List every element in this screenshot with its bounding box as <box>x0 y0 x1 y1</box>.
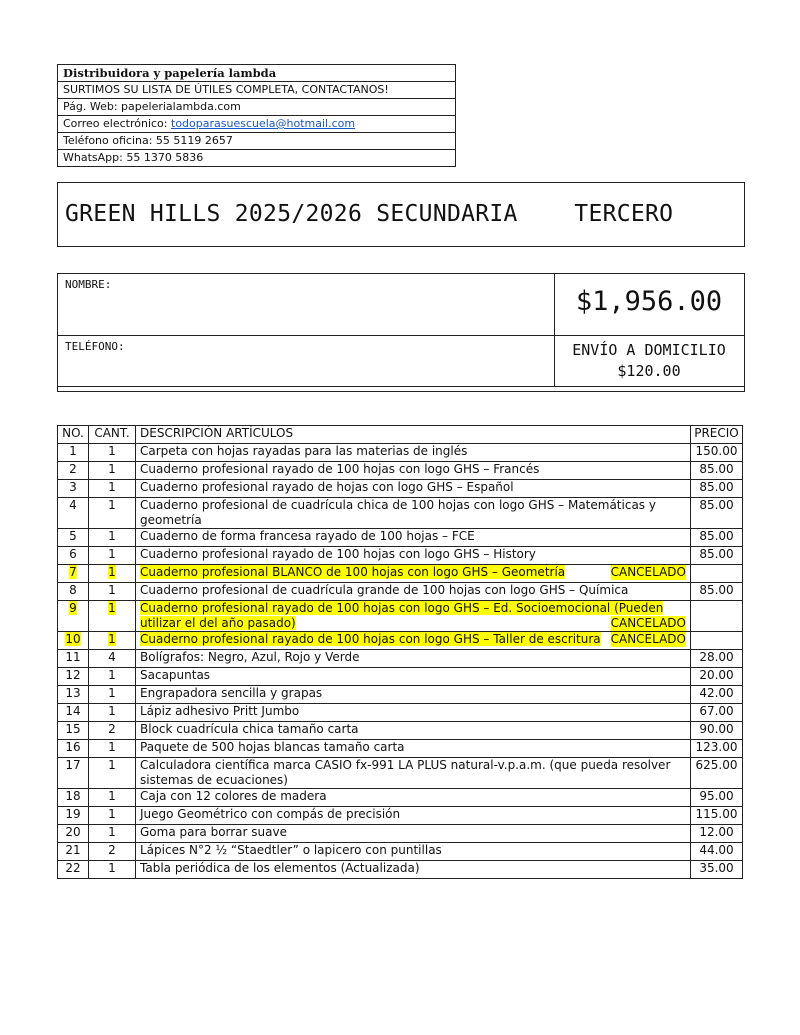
row-number-text: 18 <box>65 789 81 803</box>
row-description-text: Cuaderno profesional de cuadrícula chica de 100 hojas con logo GHS – Matemáticas y geometría <box>140 498 656 527</box>
row-quantity-text: 1 <box>108 668 116 682</box>
row-description-text: Sacapuntas <box>140 668 211 682</box>
row-number <box>58 632 89 650</box>
row-description-text: Calculadora científica marca CASIO fx-991 LA PLUS natural-v.p.a.m. (que pueda resolver sistemas de ecuaciones) <box>140 758 671 787</box>
table-row <box>58 444 743 462</box>
row-quantity <box>89 444 136 462</box>
row-quantity <box>89 462 136 480</box>
row-description <box>136 498 691 529</box>
row-description <box>136 825 691 843</box>
row-number-text: 1 <box>69 444 77 458</box>
header-desc: DESCRIPCIÓN ARTÍCULOS <box>136 426 691 444</box>
table-row <box>58 480 743 498</box>
row-price <box>691 722 743 740</box>
row-price <box>691 462 743 480</box>
row-number <box>58 843 89 861</box>
row-description <box>136 704 691 722</box>
row-quantity-text: 1 <box>108 825 116 839</box>
table-row <box>58 758 743 789</box>
row-price <box>691 740 743 758</box>
table-row <box>58 547 743 565</box>
row-description <box>136 686 691 704</box>
row-description <box>136 480 691 498</box>
row-quantity-text: 1 <box>108 632 116 646</box>
row-price-text: 85.00 <box>699 583 734 597</box>
row-price <box>691 668 743 686</box>
row-description-text: Cuaderno profesional rayado de 100 hojas con logo GHS – Taller de escritura <box>140 632 601 646</box>
row-number-text: 5 <box>69 529 77 543</box>
row-number <box>58 686 89 704</box>
row-price-text: 95.00 <box>699 789 734 803</box>
row-quantity-text: 1 <box>108 686 116 700</box>
row-number-text: 17 <box>65 758 81 772</box>
name-label: NOMBRE: <box>65 278 112 291</box>
row-description-text: Cuaderno profesional rayado de 100 hojas con logo GHS – Ed. Socioemocional (Pueden utilizar el del año pasado) <box>140 601 664 630</box>
row-description <box>136 444 691 462</box>
items-table <box>57 425 743 879</box>
row-quantity-text: 1 <box>108 529 116 543</box>
row-price <box>691 601 743 632</box>
row-price-text: 85.00 <box>699 529 734 543</box>
row-quantity <box>89 583 136 601</box>
row-price-text: 85.00 <box>699 462 734 476</box>
row-price-text: 35.00 <box>699 861 734 875</box>
table-row <box>58 650 743 668</box>
row-description <box>136 861 691 879</box>
table-row <box>58 583 743 601</box>
order-info-box <box>57 273 745 392</box>
row-number-text: 14 <box>65 704 81 718</box>
table-row <box>58 722 743 740</box>
row-description-text: Bolígrafos: Negro, Azul, Rojo y Verde <box>140 650 360 664</box>
row-description <box>136 632 691 650</box>
row-description <box>136 668 691 686</box>
row-price-text: 115.00 <box>695 807 738 821</box>
table-row <box>58 565 743 583</box>
row-description <box>136 722 691 740</box>
row-price-text: 28.00 <box>699 650 734 664</box>
row-quantity-text: 2 <box>108 722 116 736</box>
row-description <box>136 547 691 565</box>
phone-label: TELÉFONO: <box>65 340 125 353</box>
row-description <box>136 583 691 601</box>
store-name: Distribuidora y papelería lambda <box>58 65 455 82</box>
total-price: $1,956.00 <box>575 286 723 317</box>
row-number <box>58 444 89 462</box>
row-price <box>691 825 743 843</box>
row-description <box>136 758 691 789</box>
row-description-text: Paquete de 500 hojas blancas tamaño carta <box>140 740 405 754</box>
table-row <box>58 825 743 843</box>
row-description-text: Cuaderno profesional rayado de 100 hojas con logo GHS – Francés <box>140 462 540 476</box>
row-description <box>136 650 691 668</box>
store-email-label: Correo electrónico: <box>63 117 171 130</box>
row-number <box>58 565 89 583</box>
cancelled-badge: CANCELADO <box>610 632 686 646</box>
row-number <box>58 498 89 529</box>
row-quantity-text: 2 <box>108 843 116 857</box>
table-row <box>58 740 743 758</box>
row-number-text: 3 <box>69 480 77 494</box>
row-number-text: 11 <box>65 650 81 664</box>
store-web: Pág. Web: papelerialambda.com <box>58 99 455 116</box>
row-quantity <box>89 632 136 650</box>
items-body <box>58 444 743 879</box>
row-number <box>58 480 89 498</box>
cancelled-badge: CANCELADO <box>610 616 686 630</box>
row-number-text: 6 <box>69 547 77 561</box>
row-description <box>136 807 691 825</box>
row-price <box>691 704 743 722</box>
row-price-text: 85.00 <box>699 498 734 512</box>
table-row <box>58 529 743 547</box>
row-price <box>691 789 743 807</box>
row-number-text: 16 <box>65 740 81 754</box>
row-price <box>691 547 743 565</box>
row-number-text: 21 <box>65 843 81 857</box>
row-quantity <box>89 668 136 686</box>
row-description <box>136 601 691 632</box>
row-price <box>691 807 743 825</box>
row-quantity-text: 1 <box>108 444 116 458</box>
row-price-text: 67.00 <box>699 704 734 718</box>
row-number-text: 4 <box>69 498 77 512</box>
row-number <box>58 807 89 825</box>
row-description-text: Goma para borrar suave <box>140 825 287 839</box>
store-email-row <box>58 116 455 133</box>
row-description-text: Cuaderno profesional rayado de hojas con logo GHS – Español <box>140 480 514 494</box>
row-number <box>58 789 89 807</box>
table-row <box>58 601 743 632</box>
row-quantity <box>89 740 136 758</box>
row-number-text: 2 <box>69 462 77 476</box>
row-quantity <box>89 601 136 632</box>
row-price <box>691 583 743 601</box>
row-quantity-text: 1 <box>108 740 116 754</box>
row-number <box>58 740 89 758</box>
table-header-row <box>58 426 743 444</box>
row-price-text: 42.00 <box>699 686 734 700</box>
row-description-text: Tabla periódica de los elementos (Actualizada) <box>140 861 420 875</box>
row-number <box>58 668 89 686</box>
shipping-info <box>554 340 744 382</box>
shipping-price: $120.00 <box>617 362 681 380</box>
row-number <box>58 462 89 480</box>
row-quantity <box>89 825 136 843</box>
row-price-text: 20.00 <box>699 668 734 682</box>
row-number-text: 19 <box>65 807 81 821</box>
table-row <box>58 498 743 529</box>
row-description <box>136 789 691 807</box>
row-number-text: 7 <box>69 565 77 579</box>
row-price <box>691 444 743 462</box>
row-description <box>136 529 691 547</box>
row-price <box>691 480 743 498</box>
row-price <box>691 498 743 529</box>
row-description-text: Lápiz adhesivo Pritt Jumbo <box>140 704 300 718</box>
row-price-text: 44.00 <box>699 843 734 857</box>
row-quantity-text: 1 <box>108 861 116 875</box>
row-quantity <box>89 807 136 825</box>
row-quantity-text: 1 <box>108 807 116 821</box>
row-price-text: 85.00 <box>699 480 734 494</box>
row-quantity <box>89 498 136 529</box>
row-quantity <box>89 861 136 879</box>
store-email-link[interactable]: todoparasuescuela@hotmail.com <box>171 117 356 130</box>
row-quantity <box>89 686 136 704</box>
row-description-text: Cuaderno profesional BLANCO de 100 hojas con logo GHS – Geometría <box>140 565 566 579</box>
row-description-text: Caja con 12 colores de madera <box>140 789 327 803</box>
row-number-text: 15 <box>65 722 81 736</box>
row-number <box>58 547 89 565</box>
row-quantity-text: 1 <box>108 758 116 772</box>
row-price <box>691 650 743 668</box>
header-no: NO. <box>58 426 89 444</box>
table-row <box>58 861 743 879</box>
row-description-text: Lápices N°2 ½ “Staedtler” o lapicero con puntillas <box>140 843 442 857</box>
row-quantity-text: 1 <box>108 498 116 512</box>
divider <box>58 386 744 387</box>
row-quantity <box>89 843 136 861</box>
row-description-text: Cuaderno de forma francesa rayado de 100 hojas – FCE <box>140 529 475 543</box>
row-price-text: 150.00 <box>695 444 738 458</box>
row-quantity-text: 4 <box>108 650 116 664</box>
divider <box>58 335 744 336</box>
cancelled-badge: CANCELADO <box>610 565 686 579</box>
header-qty: CANT. <box>89 426 136 444</box>
row-description-text: Cuaderno profesional rayado de 100 hojas con logo GHS – History <box>140 547 536 561</box>
row-number-text: 22 <box>65 861 81 875</box>
row-number-text: 9 <box>69 601 77 615</box>
row-description <box>136 565 691 583</box>
row-quantity <box>89 529 136 547</box>
table-row <box>58 789 743 807</box>
row-price <box>691 843 743 861</box>
row-price <box>691 758 743 789</box>
row-number-text: 13 <box>65 686 81 700</box>
row-description-text: Cuaderno profesional de cuadrícula grande de 100 hojas con logo GHS – Química <box>140 583 629 597</box>
row-price-text: 123.00 <box>695 740 738 754</box>
row-price-text: 625.00 <box>695 758 738 772</box>
school-title-box <box>57 182 745 247</box>
store-info-box <box>57 64 456 167</box>
row-quantity-text: 1 <box>108 547 116 561</box>
row-quantity <box>89 565 136 583</box>
row-number <box>58 529 89 547</box>
store-tagline: SURTIMOS SU LISTA DE ÚTILES COMPLETA, CONTACTANOS! <box>58 82 455 99</box>
row-price <box>691 861 743 879</box>
row-number-text: 20 <box>65 825 81 839</box>
row-quantity <box>89 704 136 722</box>
table-row <box>58 632 743 650</box>
row-description-text: Carpeta con hojas rayadas para las materias de inglés <box>140 444 468 458</box>
table-row <box>58 462 743 480</box>
school-title: GREEN HILLS 2025/2026 SECUNDARIA TERCERO <box>65 201 674 227</box>
row-price-text: 90.00 <box>699 722 734 736</box>
row-quantity <box>89 650 136 668</box>
row-price <box>691 529 743 547</box>
row-number <box>58 861 89 879</box>
row-number-text: 12 <box>65 668 81 682</box>
row-price-text: 12.00 <box>699 825 734 839</box>
row-number <box>58 704 89 722</box>
row-quantity <box>89 547 136 565</box>
row-description-text: Block cuadrícula chica tamaño carta <box>140 722 359 736</box>
row-description <box>136 843 691 861</box>
row-description <box>136 462 691 480</box>
row-number-text: 10 <box>65 632 81 646</box>
row-quantity-text: 1 <box>108 704 116 718</box>
row-number <box>58 825 89 843</box>
row-quantity <box>89 789 136 807</box>
row-number <box>58 650 89 668</box>
shipping-label: ENVÍO A DOMICILIO <box>572 341 726 359</box>
row-price <box>691 565 743 583</box>
row-quantity <box>89 758 136 789</box>
row-number <box>58 583 89 601</box>
row-quantity-text: 1 <box>108 583 116 597</box>
row-quantity-text: 1 <box>108 462 116 476</box>
table-row <box>58 668 743 686</box>
row-description-text: Juego Geométrico con compás de precisión <box>140 807 401 821</box>
header-price: PRECIO <box>691 426 743 444</box>
row-description-text: Engrapadora sencilla y grapas <box>140 686 323 700</box>
row-quantity-text: 1 <box>108 480 116 494</box>
row-number <box>58 601 89 632</box>
row-number-text: 8 <box>69 583 77 597</box>
row-description <box>136 740 691 758</box>
table-row <box>58 843 743 861</box>
row-quantity <box>89 480 136 498</box>
row-number <box>58 722 89 740</box>
row-number <box>58 758 89 789</box>
row-quantity-text: 1 <box>108 789 116 803</box>
row-price <box>691 632 743 650</box>
table-row <box>58 704 743 722</box>
table-row <box>58 807 743 825</box>
table-row <box>58 686 743 704</box>
store-phone: Teléfono oficina: 55 5119 2657 <box>58 133 455 150</box>
row-quantity <box>89 722 136 740</box>
row-price <box>691 686 743 704</box>
row-price-text: 85.00 <box>699 547 734 561</box>
store-whatsapp: WhatsApp: 55 1370 5836 <box>63 151 204 164</box>
row-quantity-text: 1 <box>108 601 116 615</box>
row-quantity-text: 1 <box>108 565 116 579</box>
